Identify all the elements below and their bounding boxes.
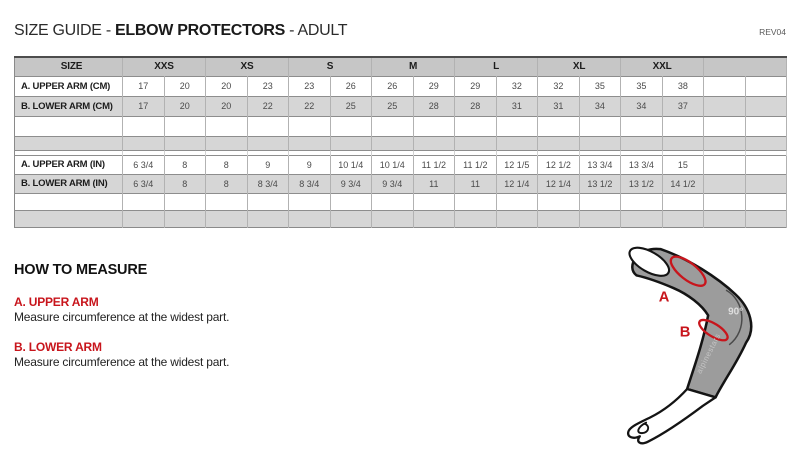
row-label-cell (15, 116, 123, 136)
value-cell (164, 193, 206, 210)
value-cell: 11 1/2 (455, 155, 497, 174)
row-label-cell: A. UPPER ARM (IN) (15, 155, 123, 174)
value-cell: 8 (206, 174, 248, 193)
size-col-header: XXS (123, 57, 206, 76)
value-cell: 8 3/4 (247, 174, 289, 193)
measure-a-title: A. UPPER ARM (14, 295, 99, 309)
value-cell: 31 (496, 96, 538, 116)
value-cell: 22 (247, 96, 289, 116)
label-a: A (658, 289, 670, 306)
value-cell (330, 136, 372, 150)
value-cell (538, 116, 580, 136)
value-cell: 6 3/4 (123, 174, 165, 193)
brand-text: alpinestars (694, 331, 723, 376)
value-cell: 20 (164, 76, 206, 96)
value-cell (164, 136, 206, 150)
value-cell (496, 210, 538, 227)
value-cell: 9 3/4 (330, 174, 372, 193)
value-cell: 6 3/4 (123, 155, 165, 174)
value-cell (662, 116, 704, 136)
value-cell (538, 193, 580, 210)
table-row (15, 116, 787, 136)
value-cell (621, 116, 663, 136)
value-cell (164, 116, 206, 136)
value-cell: 11 1/2 (413, 155, 455, 174)
title-suffix: - ADULT (285, 22, 348, 39)
value-cell-empty (704, 174, 746, 193)
measure-b-title: B. LOWER ARM (14, 340, 102, 354)
value-cell: 8 (206, 155, 248, 174)
value-cell (289, 193, 331, 210)
table-row (15, 210, 787, 227)
table-row (15, 76, 787, 96)
value-cell-empty (745, 116, 787, 136)
table-row (15, 136, 787, 150)
value-cell (330, 116, 372, 136)
value-cell (372, 136, 414, 150)
value-cell-empty (704, 193, 746, 210)
value-cell-empty (745, 96, 787, 116)
value-cell (496, 136, 538, 150)
value-cell: 11 (413, 174, 455, 193)
value-cell: 12 1/4 (538, 174, 580, 193)
value-cell (413, 210, 455, 227)
value-cell (372, 193, 414, 210)
value-cell: 8 (164, 155, 206, 174)
value-cell (538, 210, 580, 227)
value-cell: 38 (662, 76, 704, 96)
value-cell (621, 210, 663, 227)
value-cell-empty (745, 76, 787, 96)
value-cell: 35 (579, 76, 621, 96)
value-cell (164, 210, 206, 227)
value-cell (579, 193, 621, 210)
size-col-header: M (372, 57, 455, 76)
size-col-header: XXL (621, 57, 704, 76)
value-cell: 20 (206, 76, 248, 96)
value-cell: 14 1/2 (662, 174, 704, 193)
value-cell: 15 (662, 155, 704, 174)
value-cell: 25 (330, 96, 372, 116)
table-header-row (15, 57, 787, 76)
value-cell: 12 1/5 (496, 155, 538, 174)
value-cell (289, 116, 331, 136)
value-cell (372, 116, 414, 136)
title-product: ELBOW PROTECTORS (115, 22, 286, 39)
revision-label: REV04 (759, 27, 786, 37)
value-cell-empty (704, 210, 746, 227)
value-cell: 10 1/4 (330, 155, 372, 174)
value-cell (330, 193, 372, 210)
value-cell-empty (745, 210, 787, 227)
value-cell: 28 (413, 96, 455, 116)
value-cell: 10 1/4 (372, 155, 414, 174)
value-cell (123, 210, 165, 227)
value-cell (496, 116, 538, 136)
value-cell: 9 3/4 (372, 174, 414, 193)
value-cell (662, 210, 704, 227)
size-col-header: XS (206, 57, 289, 76)
value-cell-empty (704, 155, 746, 174)
size-col-header: S (289, 57, 372, 76)
value-cell (123, 136, 165, 150)
value-cell (372, 210, 414, 227)
row-label-cell (15, 210, 123, 227)
size-col-header-empty (704, 57, 787, 76)
value-cell: 8 3/4 (289, 174, 331, 193)
value-cell (662, 136, 704, 150)
hand (628, 389, 715, 443)
value-cell-empty (745, 136, 787, 150)
value-cell (455, 116, 497, 136)
page-title (14, 22, 347, 40)
value-cell: 13 1/2 (621, 174, 663, 193)
value-cell: 26 (372, 76, 414, 96)
row-label-cell: B. LOWER ARM (CM) (15, 96, 123, 116)
value-cell (247, 193, 289, 210)
value-cell: 25 (372, 96, 414, 116)
value-cell: 22 (289, 96, 331, 116)
value-cell (289, 210, 331, 227)
value-cell (579, 136, 621, 150)
value-cell (579, 210, 621, 227)
value-cell: 37 (662, 96, 704, 116)
arm-diagram-svg (620, 246, 790, 451)
value-cell (455, 193, 497, 210)
table-row (15, 96, 787, 116)
value-cell: 13 3/4 (621, 155, 663, 174)
value-cell: 13 1/2 (579, 174, 621, 193)
value-cell: 17 (123, 76, 165, 96)
row-label-cell (15, 136, 123, 150)
value-cell: 23 (289, 76, 331, 96)
size-col-header: L (455, 57, 538, 76)
value-cell: 32 (538, 76, 580, 96)
table-row (15, 155, 787, 174)
value-cell: 28 (455, 96, 497, 116)
value-cell (538, 136, 580, 150)
value-cell (579, 116, 621, 136)
value-cell-empty (745, 193, 787, 210)
value-cell (330, 210, 372, 227)
row-label-cell: A. UPPER ARM (CM) (15, 76, 123, 96)
value-cell: 20 (164, 96, 206, 116)
value-cell: 17 (123, 96, 165, 116)
value-cell: 26 (330, 76, 372, 96)
value-cell (621, 136, 663, 150)
value-cell (123, 193, 165, 210)
value-cell (247, 210, 289, 227)
value-cell-empty (704, 136, 746, 150)
value-cell (123, 116, 165, 136)
value-cell: 11 (455, 174, 497, 193)
value-cell (289, 136, 331, 150)
value-cell (455, 210, 497, 227)
table-row (15, 174, 787, 193)
value-cell: 34 (621, 96, 663, 116)
value-cell: 9 (289, 155, 331, 174)
value-cell: 29 (413, 76, 455, 96)
value-cell: 12 1/2 (538, 155, 580, 174)
value-cell (662, 193, 704, 210)
value-cell-empty (704, 96, 746, 116)
value-cell-empty (745, 155, 787, 174)
value-cell (455, 136, 497, 150)
value-cell: 32 (496, 76, 538, 96)
value-cell: 34 (579, 96, 621, 116)
size-col-header: XL (538, 57, 621, 76)
value-cell: 29 (455, 76, 497, 96)
value-cell (247, 116, 289, 136)
measure-b-desc: Measure circumference at the widest part. (14, 355, 230, 369)
table-row (15, 193, 787, 210)
value-cell-empty (704, 76, 746, 96)
value-cell (206, 116, 248, 136)
value-cell: 12 1/4 (496, 174, 538, 193)
value-cell (206, 193, 248, 210)
value-cell-empty (745, 174, 787, 193)
title-prefix: SIZE GUIDE - (14, 22, 115, 39)
how-to-measure-heading: HOW TO MEASURE (14, 262, 148, 278)
value-cell (413, 116, 455, 136)
row-label-cell (15, 193, 123, 210)
measure-a-desc: Measure circumference at the widest part. (14, 310, 230, 324)
value-cell: 8 (164, 174, 206, 193)
angle-label: 90° (728, 306, 744, 318)
row-label-cell: B. LOWER ARM (IN) (15, 174, 123, 193)
value-cell (413, 136, 455, 150)
arm-illustration (620, 246, 790, 451)
label-b: B (679, 324, 691, 341)
value-cell: 13 3/4 (579, 155, 621, 174)
value-cell: 31 (538, 96, 580, 116)
value-cell: 9 (247, 155, 289, 174)
value-cell (247, 136, 289, 150)
value-cell (206, 210, 248, 227)
size-header-cell: SIZE (15, 57, 123, 76)
value-cell (621, 193, 663, 210)
value-cell (206, 136, 248, 150)
value-cell (496, 193, 538, 210)
value-cell: 20 (206, 96, 248, 116)
value-cell: 23 (247, 76, 289, 96)
value-cell: 35 (621, 76, 663, 96)
value-cell (413, 193, 455, 210)
value-cell-empty (704, 116, 746, 136)
size-table (14, 56, 787, 228)
